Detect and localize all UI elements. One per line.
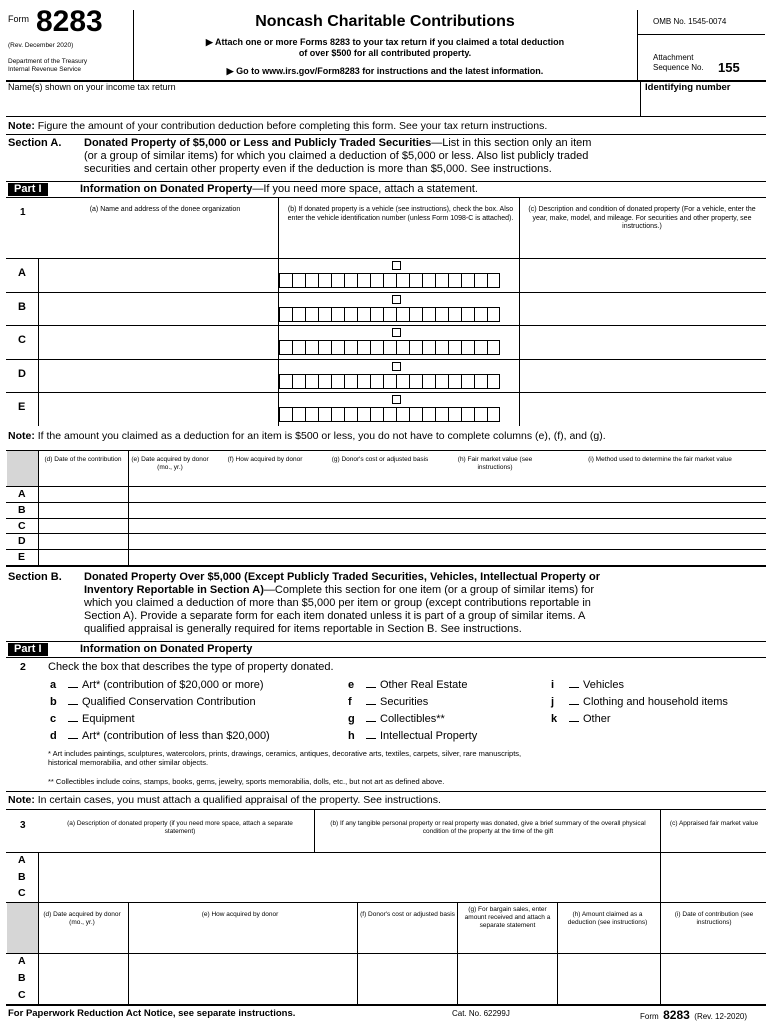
sequence-label: Sequence No. xyxy=(653,63,704,72)
taxpayer-name-input[interactable] xyxy=(10,96,635,114)
property-type-option[interactable] xyxy=(348,713,445,726)
column-a-header: (a) Name and address of the donee organization xyxy=(89,206,241,213)
property-description-input[interactable] xyxy=(40,870,658,884)
art-footnote: * Art includes paintings, sculptures, watercolors, prints, drawings, ceramics, antiques, decorative arts, textiles, carpets, silver, rare manuscripts, historical memorabilia, and other similar objects. xyxy=(48,749,522,767)
property-description-input[interactable] xyxy=(40,853,658,867)
option-letter: h xyxy=(348,730,355,742)
option-letter: a xyxy=(50,679,57,691)
footer-form-id: Form 8283 (Rev. 12-2020) xyxy=(640,1008,748,1022)
property-type-option[interactable] xyxy=(551,713,611,726)
line-3-column-c-header: (c) Appraised fair market value xyxy=(669,820,759,827)
attach-instruction-1: ▶ Attach one or more Forms 8283 to your tax return if you claimed a total deduction xyxy=(205,37,565,47)
paperwork-notice: For Paperwork Reduction Act Notice, see separate instructions. xyxy=(8,1008,296,1019)
option-letter: g xyxy=(348,713,355,725)
vin-boxes[interactable] xyxy=(279,273,500,288)
line-3-column-a-header: (a) Description of donated property (if you need more space, attach a separate statement) xyxy=(67,820,293,835)
property-type-option[interactable] xyxy=(348,679,467,692)
identifying-number-label: Identifying number xyxy=(645,82,731,93)
property-type-option[interactable] xyxy=(551,696,728,709)
section-b-text-2: which you claimed a deduction of more than $5,000 per item or group (except contributions reportable in xyxy=(84,597,591,609)
note-top: Note: Figure the amount of your contribution deduction before completing this form. See your tax return instructions. xyxy=(8,120,548,132)
column-g-header: (g) Donor's cost or adjusted basis xyxy=(331,456,429,463)
option-label: Art* (contribution of less than $20,000) xyxy=(82,730,270,742)
column-e-header: (e) Date acquired by donor (mo., yr.) xyxy=(131,456,209,471)
vehicle-checkbox[interactable] xyxy=(392,395,401,404)
form-word: Form xyxy=(8,14,29,24)
row-entry-input[interactable] xyxy=(130,534,760,547)
column-d-header: (d) Date of the contribution xyxy=(44,456,122,463)
row-label: B xyxy=(18,504,26,516)
option-letter: i xyxy=(551,679,555,691)
note-middle: Note: If the amount you claimed as a deduction for an item is $500 or less, you do not have to complete columns (e), (f), and (g). xyxy=(8,430,606,442)
omb-number: OMB No. 1545-0074 xyxy=(653,17,727,26)
row-entry-input[interactable] xyxy=(130,988,760,1002)
section-b-title: Donated Property Over $5,000 (Except Publicly Traded Securities, Vehicles, Intellectual Property or xyxy=(84,571,600,583)
row-divider xyxy=(6,292,766,293)
vin-boxes[interactable] xyxy=(279,340,500,355)
property-type-option[interactable] xyxy=(50,713,135,726)
option-label: Other Real Estate xyxy=(380,679,468,691)
property-type-option[interactable] xyxy=(50,730,270,743)
option-label: Vehicles xyxy=(583,679,624,691)
property-type-option[interactable] xyxy=(348,696,428,709)
section-b-heading-2: Inventory Reportable in Section A)—Complete this section for one item (or a group of similar items) for xyxy=(84,584,595,596)
option-checkbox[interactable] xyxy=(68,696,78,705)
option-checkbox[interactable] xyxy=(366,696,376,705)
row-label: B xyxy=(18,301,26,313)
option-letter: f xyxy=(348,696,352,708)
attach-instruction-2: of over $500 for all contributed property. xyxy=(298,48,472,58)
section-a-text-2: (or a group of similar items) for which you claimed a deduction of $5,000 or less. Also list publicly traded xyxy=(84,150,589,162)
option-label: Other xyxy=(583,713,611,725)
line-2-number: 2 xyxy=(20,661,26,673)
section-b-text-3: Section A). Provide a separate form for each item donated unless it is part of a group of similar items. A xyxy=(84,610,586,622)
line-3-column-f-header: (f) Donor's cost or adjusted basis xyxy=(360,911,455,918)
row-label: D xyxy=(18,368,26,380)
row-entry-input[interactable] xyxy=(130,519,760,532)
row-label: E xyxy=(18,401,26,413)
row-label: C xyxy=(18,520,26,532)
option-label: Art* (contribution of $20,000 or more) xyxy=(82,679,264,691)
row-entry-input[interactable] xyxy=(130,971,760,985)
row-divider xyxy=(6,392,766,393)
row-entry-input[interactable] xyxy=(130,487,760,500)
property-description-input[interactable] xyxy=(521,327,764,357)
property-description-input[interactable] xyxy=(521,260,764,290)
option-label: Securities xyxy=(380,696,429,708)
line-3-column-g-header: (g) For bargain sales, enter amount received and attach a separate statement xyxy=(464,906,551,929)
appraised-value-input[interactable] xyxy=(662,886,762,900)
revision-date: (Rev. December 2020) xyxy=(8,42,74,49)
section-a-heading: Donated Property of $5,000 or Less and Publicly Traded Securities—List in this section only an item xyxy=(84,137,592,149)
vin-boxes[interactable] xyxy=(279,374,500,389)
line-1-number: 1 xyxy=(20,207,26,218)
collectibles-footnote: ** Collectibles include coins, stamps, books, gems, jewelry, sports memorabilia, dolls, etc., but not art as defined above. xyxy=(48,777,445,786)
option-label: Collectibles** xyxy=(380,713,445,725)
row-label: C xyxy=(18,887,26,899)
option-label: Qualified Conservation Contribution xyxy=(82,696,256,708)
line-3-column-d-header: (d) Date acquired by donor (mo., yr.) xyxy=(43,911,121,926)
option-checkbox[interactable] xyxy=(569,696,579,705)
note-bottom: Note: In certain cases, you must attach a qualified appraisal of the property. See instructions. xyxy=(8,794,441,806)
part-1-title: Information on Donated Property—If you need more space, attach a statement. xyxy=(80,183,478,195)
identifying-number-input[interactable] xyxy=(645,96,763,114)
option-letter: k xyxy=(551,713,558,725)
column-h-header: (h) Fair market value (see instructions) xyxy=(457,456,533,471)
row-entry-input[interactable] xyxy=(130,503,760,516)
property-description-input[interactable] xyxy=(40,886,658,900)
row-label: B xyxy=(18,972,26,984)
form-title: Noncash Charitable Contributions xyxy=(255,13,515,30)
line-3-column-e-header: (e) How acquired by donor xyxy=(201,911,279,918)
department-line-2: Internal Revenue Service xyxy=(8,66,81,73)
property-type-option[interactable] xyxy=(348,730,477,743)
option-letter: j xyxy=(551,696,555,708)
row-label: A xyxy=(18,267,26,279)
option-letter: c xyxy=(50,713,57,725)
option-checkbox[interactable] xyxy=(569,713,579,722)
attachment-label: Attachment xyxy=(653,53,694,62)
line-3-column-i-header: (i) Date of contribution (see instructions) xyxy=(674,911,754,926)
option-checkbox[interactable] xyxy=(366,713,376,722)
option-letter: e xyxy=(348,679,355,691)
option-letter: b xyxy=(50,696,57,708)
names-label: Name(s) shown on your income tax return xyxy=(8,82,176,92)
donee-name-input[interactable] xyxy=(40,361,276,391)
row-divider xyxy=(6,359,766,360)
line-2-prompt: Check the box that describes the type of property donated. xyxy=(48,661,334,673)
option-label: Intellectual Property xyxy=(380,730,478,742)
donee-name-input[interactable] xyxy=(40,294,276,324)
vehicle-checkbox[interactable] xyxy=(392,295,401,304)
vehicle-checkbox[interactable] xyxy=(392,328,401,337)
line-3-column-h-header: (h) Amount claimed as a deduction (see instructions) xyxy=(567,911,648,926)
donee-name-input[interactable] xyxy=(40,394,276,424)
part-1-tag: Part I xyxy=(8,183,48,196)
part-1-b-tag: Part I xyxy=(8,643,48,656)
property-type-option[interactable] xyxy=(50,696,256,709)
sequence-number: 155 xyxy=(718,60,740,75)
section-b-text-4: qualified appraisal is generally required for items reportable in Section B. See instructions. xyxy=(84,623,522,635)
column-b-header: (b) If donated property is a vehicle (see instructions), check the box. Also enter the vehicle identification number (unless Form 1098-C is attached). xyxy=(287,206,514,222)
column-f-header: (f) How acquired by donor xyxy=(227,456,303,463)
section-a-label: Section A. xyxy=(8,137,62,149)
row-label: E xyxy=(18,551,26,563)
row-label: A xyxy=(18,488,26,500)
catalog-number: Cat. No. 62299J xyxy=(452,1009,510,1018)
part-1-b-title: Information on Donated Property xyxy=(80,643,253,655)
vin-boxes[interactable] xyxy=(279,307,500,322)
donee-name-input[interactable] xyxy=(40,260,276,290)
option-checkbox[interactable] xyxy=(366,679,376,688)
vehicle-checkbox[interactable] xyxy=(392,362,401,371)
department-line-1: Department of the Treasury xyxy=(8,58,88,65)
option-checkbox[interactable] xyxy=(68,713,78,722)
vin-boxes[interactable] xyxy=(279,407,500,422)
row-label: B xyxy=(18,871,26,883)
option-checkbox[interactable] xyxy=(68,730,78,739)
line-3-column-b-header: (b) If any tangible personal property or real property was donated, give a brief summary of the overall physical condition of the property at the time of the gift xyxy=(330,820,646,835)
option-checkbox[interactable] xyxy=(366,730,376,739)
property-description-input[interactable] xyxy=(521,294,764,324)
row-entry-input[interactable] xyxy=(130,550,760,563)
row-label: C xyxy=(18,989,26,1001)
line-3-number: 3 xyxy=(20,820,26,831)
form-number: 8283 xyxy=(36,5,103,38)
row-label: A xyxy=(18,854,26,866)
appraised-value-input[interactable] xyxy=(662,870,762,884)
row-entry-input[interactable] xyxy=(130,954,760,968)
property-description-input[interactable] xyxy=(521,394,764,424)
option-label: Equipment xyxy=(82,713,135,725)
row-label: D xyxy=(18,535,26,547)
row-label: A xyxy=(18,955,26,967)
donee-name-input[interactable] xyxy=(40,327,276,357)
vehicle-checkbox[interactable] xyxy=(392,261,401,270)
option-letter: d xyxy=(50,730,57,742)
irs-website-link[interactable]: ▶ Go to www.irs.gov/Form8283 for instructions and the latest information. xyxy=(226,66,544,76)
section-b-label: Section B. xyxy=(8,571,62,583)
column-i-header: (i) Method used to determine the fair market value xyxy=(588,456,732,463)
property-description-input[interactable] xyxy=(521,361,764,391)
appraised-value-input[interactable] xyxy=(662,853,762,867)
property-type-option[interactable] xyxy=(551,679,624,692)
property-type-option[interactable] xyxy=(50,679,264,692)
row-divider xyxy=(6,325,766,326)
option-checkbox[interactable] xyxy=(569,679,579,688)
column-c-header: (c) Description and condition of donated property (For a vehicle, enter the year, make, model, and mileage. For securities and other property, see instructions.) xyxy=(528,206,756,230)
section-a-text-3: securities and certain other property even if the deduction is more than $5,000. See instructions. xyxy=(84,163,552,175)
option-checkbox[interactable] xyxy=(68,679,78,688)
option-label: Clothing and household items xyxy=(583,696,728,708)
row-label: C xyxy=(18,334,26,346)
